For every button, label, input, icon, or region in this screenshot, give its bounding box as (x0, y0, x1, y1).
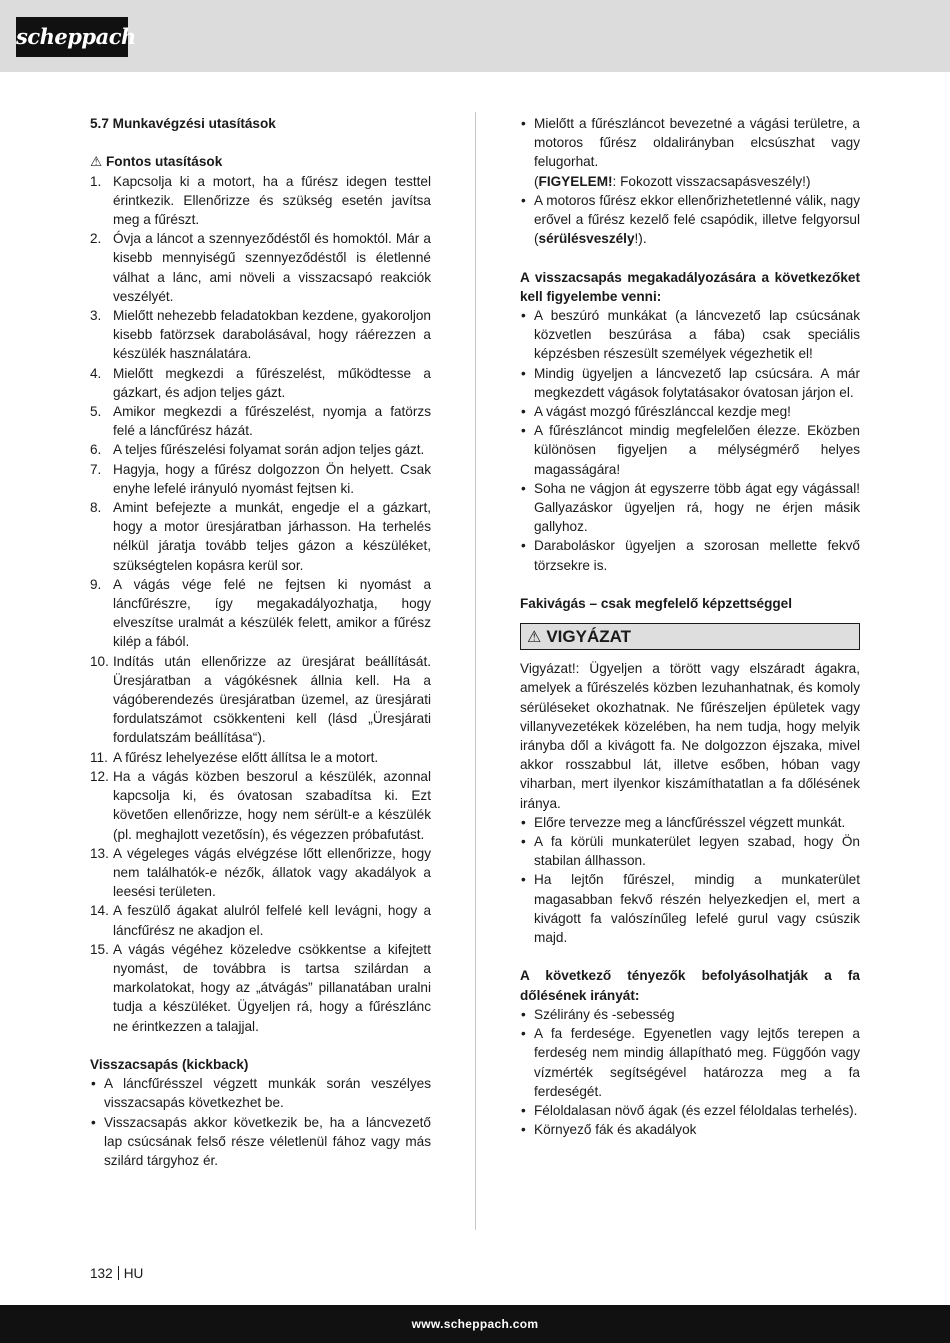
felling-item: • Előre tervezze meg a láncfűrésszel végzett munkát. (520, 813, 860, 832)
felling-item: • Ha lejtőn fűrészel, mindig a munkaterület magasabban fekvő részén helyezkedjen el, mert a kivágott fa valószínűleg lefelé gurul vagy csúszik majd. (520, 870, 860, 947)
kickback-list (90, 1074, 431, 1170)
factors-title: A következő tényezők befolyásolhatják a fa dőlésének irányát: (520, 968, 860, 1003)
instruction-item: 6. A teljes fűrészelési folyamat során adjon teljes gázt. (90, 442, 425, 458)
kickback-item: • A motoros fűrész ekkor ellenőrizhetetlenné válik, nagy erővel a fűrész kezelő felé csapódik, illetve felgyorsul (sérülésveszély!). (520, 191, 860, 249)
factors-list (520, 1005, 860, 1139)
warning-box (520, 623, 860, 650)
prevention-item: • Soha ne vágjon át egyszerre több ágat egy vágással! Gallyazáskor ügyeljen rá, hogy ne érjen másik gallyhoz. (520, 479, 860, 537)
instruction-item: 5. Amikor megkezdi a fűrészelést, nyomja a fatörzs felé a láncfűrész házát. (90, 404, 431, 439)
factor-item: • Szélirány és -sebesség (520, 1005, 860, 1024)
prevention-item: • A fűrészláncot mindig megfelelően élezze. Eközben különösen figyeljen a mélységmérő helyes magasságára! (520, 421, 860, 479)
factor-item: • Féloldalasan növő ágak (és ezzel féloldalas terhelés). (520, 1101, 860, 1120)
warning-text: Vigyázat!: Ügyeljen a törött vagy elszáradt ágakra, amelyek a fűrészelés közben lezuhanhatnak, és komoly sérüléseket okozhatnak. Ne fűrészeljen épületek vagy villanyvezetékek közelében, ha nem tudja, hogy melyik irányba dől a kivágott fa. Ne dolgozzon éjszaka, mivel akkor rosszabbul lát, illetve esőben, hóban vagy viharban, mert ilyenkor kiszámíthatatlan a fa dőlésének iránya. (520, 661, 860, 811)
left-column (90, 114, 431, 1170)
instruction-item: 2. Óvja a láncot a szennyeződéstől és homoktól. Már a kisebb mennyiségű szennyeződéstől is életlenné válhat a lánc, ami növeli a visszacsapó reakciók veszélyét. (90, 231, 431, 304)
warning-triangle-icon: ⚠ (527, 629, 542, 647)
instruction-item: 15. A vágás végéhez közeledve csökkentse a kifejtett nyomást, de továbbra is tartsa szilárdan a markolatokat, hogy az „átvágás” pillanatában uralni tudja a készüléket. Ügyeljen rá, hogy a fűrészlánc ne érintkezzen a talajjal. (90, 941, 431, 1034)
instruction-item: 11. A fűrész lehelyezése előtt állítsa le a motort. (90, 749, 379, 765)
website-url: www.scheppach.com (411, 1317, 539, 1331)
page-number: 132 (90, 1266, 113, 1281)
factor-item: • Környező fák és akadályok (520, 1120, 860, 1139)
kickback-continued-list (520, 114, 860, 248)
kickback-title: Visszacsapás (kickback) (90, 1056, 249, 1072)
kickback-item: • A láncfűrésszel végzett munkák során veszélyes visszacsapás következhet be. (90, 1074, 431, 1112)
language-code: HU (123, 1266, 144, 1281)
prevention-item: • A beszúró munkákat (a láncvezető lap csúcsának közvetlen beszúrása a fába) csak speciális képzésben részesült személyek végezhetik el! (520, 306, 860, 364)
instruction-item: 1. Kapcsolja ki a motort, ha a fűrész idegen testtel érintkezik. Ellenőrizze és szükség esetén javítsa meg a fűrészt. (90, 173, 431, 227)
instruction-item: 4. Mielőtt megkezdi a fűrészelést, működtesse a gázkart, és adjon teljes gázt. (90, 365, 431, 400)
instruction-item: 8. Amint befejezte a munkát, engedje el a gázkart, hogy a motor üresjáratban járhasson. Ha terhelés nélkül járatja tovább teljes gázon a készüléket, szükségtelen kopásra kerül sor. (90, 500, 431, 573)
instruction-item: 7. Hagyja, hogy a fűrész dolgozzon Ön helyett. Csak enyhe lefelé irányuló nyomást fejtsen ki. (90, 461, 431, 496)
instruction-item: 9. A vágás vége felé ne fejtsen ki nyomást a láncfűrészre, így megakadályozhatja, hogy elveszítse uralmát a készülék felett, amikor a fűrész kilép a fából. (90, 576, 431, 650)
important-heading (90, 152, 431, 171)
instruction-item: 14. A feszülő ágakat alulról felfelé kell levágni, hogy a láncfűrész ne akadjon el. (90, 903, 431, 938)
instruction-item: 13. A végeleges vágás elvégzése lőtt ellenőrizze, hogy nem találhatók-e nézők, állatok vagy akadályok a leesési területen. (90, 845, 431, 900)
kickback-item: • Mielőtt a fűrészláncot bevezetné a vágási területre, a motoros fűrész oldalirányban elcsúszhat vagy felugorhat. (FIGYELEM!: Fokozott visszacsapásveszély!) (520, 114, 860, 191)
footer-bar (0, 1305, 950, 1343)
kickback-item: • Visszacsapás akkor következik be, ha a láncvezető lap csúcsának felső része véletlenül fához vagy más szilárd tárgyhoz ér. (90, 1113, 431, 1171)
scheppach-logo: scheppach (16, 17, 128, 57)
instruction-list (90, 172, 431, 1036)
right-column (520, 114, 860, 1139)
prevention-item: • A vágást mozgó fűrészlánccal kezdje meg! (520, 402, 860, 421)
important-title: Fontos utasítások (105, 154, 223, 170)
prevention-item: • Daraboláskor ügyeljen a szorosan mellette fekvő törzsekre is. (520, 536, 860, 574)
felling-title: Fakivágás – csak megfelelő képzettséggel (520, 596, 793, 612)
page-footer-number (90, 1264, 143, 1283)
felling-item: • A fa körüli munkaterület legyen szabad, hogy Ön stabilan állhasson. (520, 832, 860, 870)
instruction-item: 3. Mielőtt nehezebb feladatokban kezdene, gyakoroljon kisebb fatörzsek darabolásával, hogy ráérezzen a készülék használatára. (90, 308, 431, 362)
warning-label: VIGYÁZAT (546, 627, 632, 647)
factor-item: • A fa ferdesége. Egyenetlen vagy lejtős terepen a ferdeség nem mindig állapítható meg. Függőón vagy vízmérték segítségével határozza meg a fa ferdeségét. (520, 1024, 860, 1101)
instruction-item: 12. Ha a vágás közben beszorul a készülék, azonnal kapcsolja ki, és óvatosan szabadítsa ki. Ezt követően ellenőrizze, hogy nem sérült-e a készülék (pl. meghajlott vezetősín), és végezzen próbafutást. (90, 768, 431, 842)
instruction-item: 10. Indítás után ellenőrizze az üresjárat beállítását. Üresjáratban a vágókésnek állnia kell. Ha a vágóberendezés üresjáratban üzemel, az üresjárati fordulatszámot csökkenteni kell (lásd „Üresjárati fordulatszám beállítása“). (90, 653, 431, 746)
section-title: 5.7 Munkavégzési utasítások (90, 116, 276, 131)
column-divider (475, 112, 476, 1230)
prevention-list (520, 306, 860, 575)
prevention-title: A visszacsapás megakadályozására a következőket kell figyelembe venni: (520, 269, 860, 304)
warning-triangle-icon: ⚠ (90, 154, 103, 170)
prevention-item: • Mindig ügyeljen a láncvezető lap csúcsára. A már megkezdett vágások folytatásakor óvatosan járjon el. (520, 364, 860, 402)
header-bar (0, 0, 950, 72)
felling-list (520, 813, 860, 947)
